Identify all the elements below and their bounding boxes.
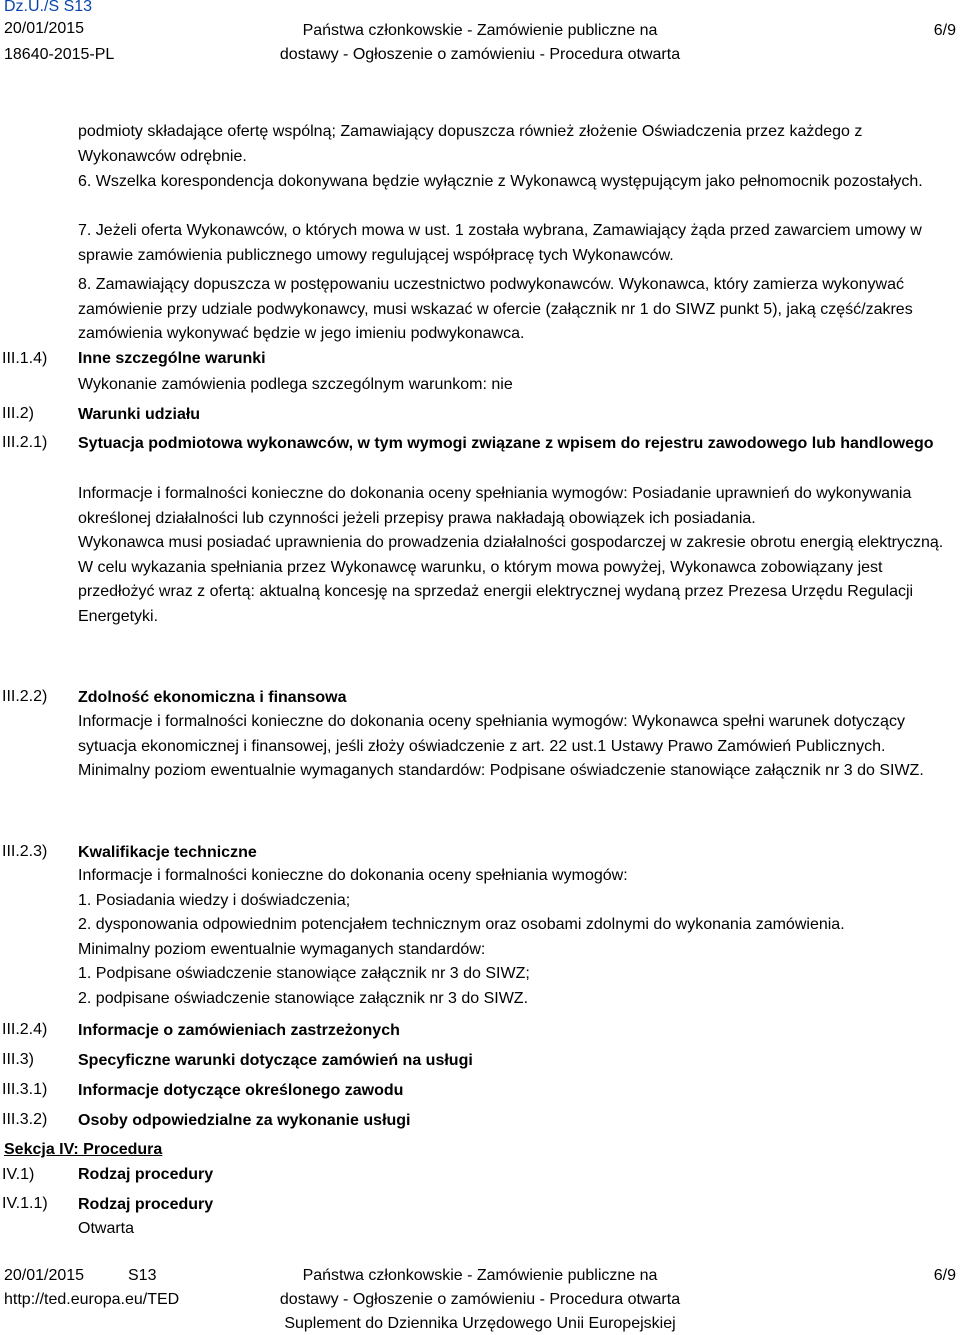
paragraph-continuation: podmioty składające ofertę wspólną; Zamawiający dopuszcza również złożenie Oświadczenia przez każdego z Wykonawców odrębnie. [78,123,863,165]
other-conditions-text: Wykonanie zamówienia podlega szczególnym warunkom: nie [78,376,513,393]
label-III-2: III.2) [2,405,35,422]
heading-economic-capacity: Zdolność ekonomiczna i finansowa [78,689,347,706]
label-III-2-4: III.2.4) [2,1021,48,1038]
technical-capacity-line: 2. podpisane oświadczenie stanowiące załącznik nr 3 do SIWZ. [78,989,529,1007]
personal-situation-p1: Informacje i formalności konieczne do dokonania oceny spełniania wymogów: Posiadanie uprawnień do wykonywania określonej działalności lub czynności jeżeli przepisy prawa nakładają obowiązek ich posiadania. [78,485,912,527]
label-III-1-4: III.1.4) [2,350,48,367]
technical-capacity-text [78,864,956,1011]
heading-procedure-type: Rodzaj procedury [78,1166,214,1183]
heading-procedure-type-sub: Rodzaj procedury [78,1196,214,1213]
heading-reserved-contracts: Informacje o zamówieniach zastrzeżonych [78,1022,400,1039]
heading-service-conditions: Specyficzne warunki dotyczące zamówień na usługi [78,1052,473,1069]
label-III-3: III.3) [2,1051,35,1068]
heading-personal-situation: Sytuacja podmiotowa wykonawców, w tym wymogi związane z wpisem do rejestru zawodowego lub handlowego [78,435,934,452]
personal-situation-text [78,482,956,629]
economic-capacity-p2: Minimalny poziom ewentualnie wymaganych standardów: Podpisane oświadczenie stanowiące załącznik nr 3 do SIWZ. [78,762,924,779]
label-III-2-1: III.2.1) [2,434,48,451]
header-date: 20/01/2015 [4,20,85,37]
footer-title-line2: dostawy - Ogłoszenie o zamówieniu - Procedura otwarta [279,1291,681,1308]
technical-capacity-line: Informacje i formalności konieczne do dokonania oceny spełniania wymogów: [78,867,628,884]
paragraph-7: 7. Jeżeli oferta Wykonawców, o których mowa w ust. 1 została wybrana, Zamawiający żąda przed zawarciem umowy w sprawie zamówienia publicznego umowy regulującej współpracę tych Wykonawców. [78,222,922,264]
header-doc-id: 18640-2015-PL [4,46,115,63]
label-IV-1-1: IV.1.1) [2,1195,48,1212]
heading-other-conditions: Inne szczególne warunki [78,350,266,367]
footer-date: 20/01/2015 [4,1267,85,1284]
footer-page-number: 6/9 [933,1267,956,1284]
footer-series: S13 [128,1267,157,1284]
label-III-2-3: III.2.3) [2,843,48,860]
label-IV-1: IV.1) [2,1166,35,1183]
heading-participation-conditions: Warunki udziału [78,406,201,423]
footer-url[interactable]: http://ted.europa.eu/TED [4,1291,180,1308]
journal-ref[interactable]: Dz.U./S S13 [4,0,93,15]
personal-situation-p3: W celu wykazania spełniania przez Wykonawcę warunku, o którym mowa powyżej, Wykonawca zobowiązany jest przedłożyć wraz z ofertą: aktualną koncesję na sprzedaż energii elektrycznej wydaną przez Prezesa Urzędu Regulacji Energetyki. [78,558,914,625]
paragraph-8: 8. Zamawiający dopuszcza w postępowaniu uczestnictwo podwykonawców. Wykonawca, który zamierza wykonywać zamówienie przy udziale podwykonawcy, musi wskazać w ofercie (załącznik nr 1 do SIWZ punkt 5), jaką część/zakres zamówienia wykonywać będzie w jego imieniu podwykonawca. [78,276,913,342]
technical-capacity-line: Minimalny poziom ewentualnie wymaganych standardów: [78,940,486,958]
economic-capacity-p1: Informacje i formalności konieczne do dokonania oceny spełniania wymogów: Wykonawca spełni warunek dotyczący sytuacja ekonomicznej i finansowej, jeśli złoży oświadczenie z art. 22 ust.1 Ustawy Prawo Zamówień Publicznych. [78,713,905,755]
paragraph-6: 6. Wszelka korespondencja dokonywana będzie wyłącznie z Wykonawcą występującym jako pełnomocnik pozostałych. [78,173,923,190]
label-III-2-2: III.2.2) [2,688,48,705]
economic-capacity-text [78,710,956,784]
footer-title-line1: Państwa członkowskie - Zamówienie publiczne na [302,1267,658,1284]
technical-capacity-line: 1. Posiadania wiedzy i doświadczenia; [78,891,351,909]
technical-capacity-line: 1. Podpisane oświadczenie stanowiące załącznik nr 3 do SIWZ; [78,965,530,982]
label-III-3-2: III.3.2) [2,1111,48,1128]
section-IV-title: Sekcja IV: Procedura [4,1141,163,1158]
heading-profession-info: Informacje dotyczące określonego zawodu [78,1082,404,1099]
procedure-type-value: Otwarta [78,1220,135,1237]
technical-capacity-line: 2. dysponowania odpowiednim potencjałem technicznym oraz osobami zdolnymi do wykonania zamówienia. [78,916,845,933]
header-title-line1: Państwa członkowskie - Zamówienie publiczne na [302,22,658,39]
label-III-3-1: III.3.1) [2,1081,48,1098]
header-title-line2: dostawy - Ogłoszenie o zamówieniu - Procedura otwarta [279,46,681,63]
footer-supplement: Suplement do Dziennika Urzędowego Unii Europejskiej [284,1315,676,1332]
heading-responsible-persons: Osoby odpowiedzialne za wykonanie usługi [78,1112,411,1129]
heading-technical-capacity: Kwalifikacje techniczne [78,844,257,861]
personal-situation-p2: Wykonawca musi posiadać uprawnienia do prowadzenia działalności gospodarczej w zakresie obrotu energią elektryczną. [78,534,944,551]
header-page-number: 6/9 [933,22,956,39]
